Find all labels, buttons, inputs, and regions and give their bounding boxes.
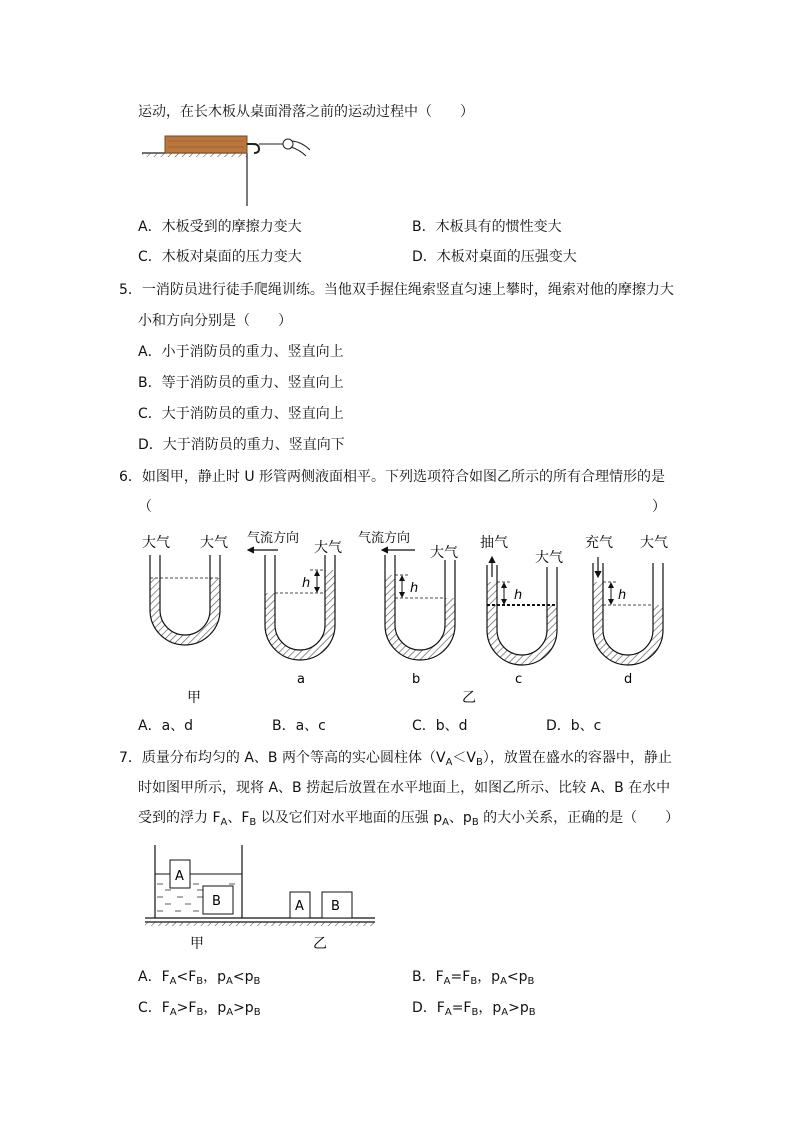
utube-b [358,530,458,687]
q5-option-a: A．小于消防员的重力、竖直向上 [138,344,344,360]
q6-paren-close: ） [652,499,666,515]
utube-d [585,534,668,687]
q6-option-a: A．a、d [138,718,194,734]
q6-utube-figure [130,525,680,710]
cap-jia: 甲 [187,690,201,706]
q6-paren-open: （ [138,499,152,515]
q4-board-figure [140,128,320,208]
q6-option-d: D．b、c [546,718,602,734]
q7-option-b: B．$F_A=F_B$，$p_A<p_B$ [412,969,535,987]
yi-label-a: A [295,899,304,914]
a-h: h [302,576,311,591]
q7-option-a: A．$F_A<F_B$，$p_A<p_B$ [138,969,261,987]
q7-option-d: D．$F_A=F_B$，$p_A>p_B$ [412,1000,536,1018]
jia-label-b: B [212,894,221,909]
utube-jia [142,534,228,706]
d-atm: 大气 [640,535,668,551]
q5-stem-line2: 小和方向分别是（ ） [138,313,292,329]
a-atm: 大气 [314,540,342,556]
jia-atm-left: 大气 [142,535,170,551]
jia-label-a: A [175,869,184,884]
q5-option-c: C．大于消防员的重力、竖直向上 [138,406,344,422]
yi-label-b: B [331,899,340,914]
q5-stem-line1: 5．一消防员进行徒手爬绳训练。当他双手握住绳索竖直匀速上攀时，绳索对他的摩擦力大 [119,282,674,298]
q4-option-d: D．木板对桌面的压强变大 [412,249,577,265]
b-atm: 大气 [430,545,458,561]
q7-cap-jia: 甲 [190,936,204,952]
c-pump-out: 抽气 [480,535,508,551]
q5-option-d: D．大于消防员的重力、竖直向下 [138,437,345,453]
c-atm: 大气 [535,550,563,566]
d-pump-in: 充气 [585,535,613,551]
q4-option-a: A．木板受到的摩擦力变大 [138,219,302,235]
sub-a: a [297,672,305,687]
q5-option-b: B．等于消防员的重力、竖直向上 [138,375,344,391]
q4-option-b: B．木板具有的惯性变大 [412,219,562,235]
q7-stem-line2: 时如图甲所示，现将 A、B 捞起后放置在水平地面上，如图乙所示、比较 A、B 在水中 [138,780,671,796]
b-airflow: 气流方向 [358,531,411,546]
cap-yi: 乙 [462,690,476,706]
q6-option-b: B．a、c [272,718,326,734]
q7-cap-yi: 乙 [313,936,327,952]
utube-a [247,530,342,687]
sub-c: c [515,672,523,687]
sub-d: d [624,672,633,687]
jia-atm-right: 大气 [200,535,228,551]
utube-c [480,534,563,687]
a-airflow: 气流方向 [247,531,300,546]
q7-option-c: C．$F_A>F_B$，$p_A>p_B$ [138,1000,261,1018]
q4-option-c: C．木板对桌面的压力变大 [138,249,302,265]
hook-icon [247,144,259,153]
q4-stem-tail: 运动，在长木板从桌面滑落之前的运动过程中（ ） [138,104,474,120]
q6-option-c: C．b、d [412,718,468,734]
q7-cylinder-figure [145,840,385,955]
wooden-board [165,136,247,153]
q7-stem-line3: 受到的浮力 $F_A$、$F_B$ 以及它们对水平地面的压强 $p_A$、$p_B$ 的大小关系，正确的是（ ） [138,810,680,828]
d-h: h [618,588,627,603]
q6-stem-line1: 6．如图甲，静止时 U 形管两侧液面相平。下列选项符合如图乙所示的所有合理情形的是 [119,469,666,485]
c-h: h [514,588,523,603]
sub-b: b [412,672,421,687]
b-h: h [410,581,419,596]
q7-stem-line1: 7．质量分布均匀的 A、B 两个等高的实心圆柱体$(V_A<V_B)$，放置在盛水的容器中，静止 [119,750,672,768]
